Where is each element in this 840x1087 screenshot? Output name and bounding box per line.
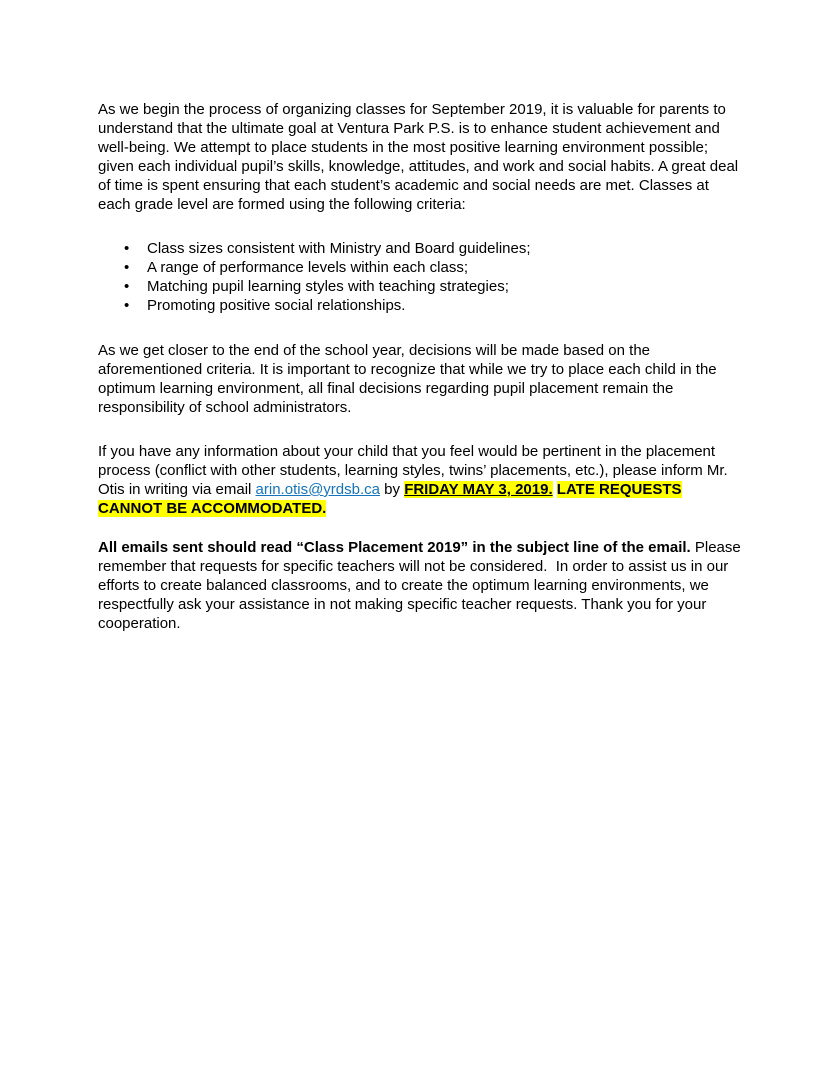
subject-line-instruction: All emails sent should read “Class Placement 2019” in the subject line of the email. — [98, 539, 691, 556]
late-requests-notice: LATE REQUESTS CANNOT BE ACCOMMODATED. — [98, 481, 682, 517]
letter-body — [98, 100, 745, 633]
criteria-item: • Promoting positive social relationships. — [124, 296, 742, 315]
placement-text: by — [380, 481, 405, 498]
paragraph-decisions: As we get closer to the end of the school year, decisions will be made based on the aforementioned criteria. It is important to recognize that while we try to place each child in the optimum learning environment, all final decisions regarding pupil placement remain the responsibility of school administrators. — [98, 342, 717, 416]
paragraph-intro: As we begin the process of organizing classes for September 2019, it is valuable for parents to understand that the ultimate goal at Ventura Park P.S. is to enhance student achievement and well-being. We attempt to place students in the most positive learning environment possible; given each individual pupil’s skills, knowledge, attitudes, and work and social habits. A great deal of time is spent ensuring that each student’s academic and social needs are met. Classes at each grade level are formed using the following criteria: — [98, 101, 739, 213]
deadline-text: FRIDAY MAY 3, 2019. — [404, 481, 553, 498]
criteria-item: • Class sizes consistent with Ministry and Board guidelines; — [124, 239, 742, 258]
paragraph-placement-request — [98, 442, 742, 518]
paragraph-subject-line — [98, 538, 745, 633]
criteria-item: • Matching pupil learning styles with teaching strategies; — [124, 277, 742, 296]
placement-text: If you have any information about your child that you feel would be pertinent in the placement process (conflict with other students, learning styles, twins’ placements, etc.), please inform Mr. Otis in writing via email — [98, 443, 728, 498]
criteria-item: • A range of performance levels within each class; — [124, 258, 742, 277]
email-link[interactable]: arin.otis@yrdsb.ca — [255, 481, 380, 498]
subject-line-detail: Please remember that requests for specific teachers will not be considered. In order to assist us in our efforts to create balanced classrooms, and to create the optimum learning environments, we respectfully ask your assistance in not making specific teacher requests. Thank you for your cooperation. — [98, 539, 745, 632]
criteria-list — [98, 239, 742, 315]
